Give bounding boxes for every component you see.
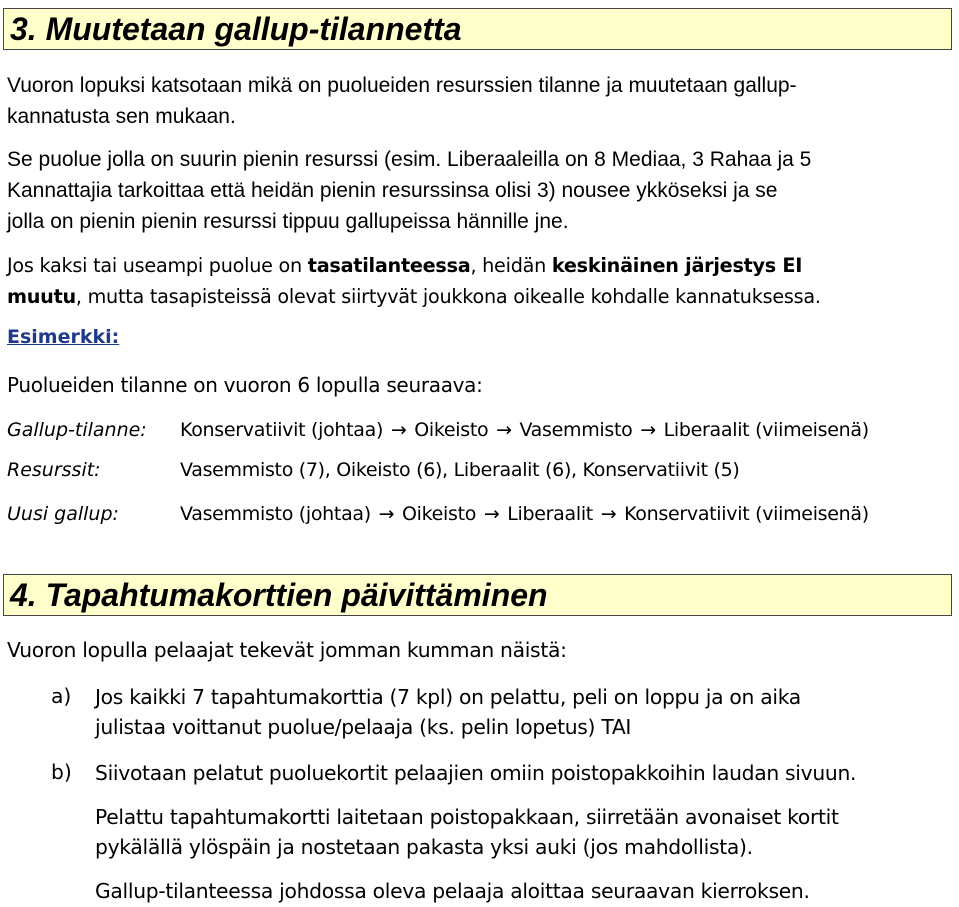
rule-line-3: jolla on pienin pienin resurssi tippuu gallupeissa hännille jne. [7,210,569,233]
list-item-b-p2-line-2: pykälällä ylöspäin ja nostetaan pakasta yksi auki (jos mahdollista). [95,835,753,859]
tie-paragraph [7,250,952,312]
arrow-right-icon: → [496,419,512,441]
list-item-a-line-1: Jos kaikki 7 tapahtumakorttia (7 kpl) on pelattu, peli on loppu ja on aika [95,685,801,709]
tie-keyword-2: keskinäinen järjestys EI [551,254,803,277]
intro-line-2: kannatusta sen mukaan. [7,105,236,128]
gallup-item: Konservatiivit (johtaa) [180,419,384,441]
new-gallup-item: Konservatiivit (viimeisenä) [624,503,869,525]
list-item-b-line-1: Siivotaan pelatut puoluekortit pelaajien omiin poistopakkoihin laudan sivuun. [95,761,857,785]
list-item-a-line-2: julistaa voittanut puolue/pelaaja (ks. pelin lopetus) TAI [95,715,632,739]
new-gallup-sequence [180,503,869,525]
list-item-b-paragraph-2 [95,802,955,862]
arrow-right-icon: → [390,419,407,441]
new-gallup-item: Liberaalit [507,503,593,525]
example-intro: Puolueiden tilanne on vuoron 6 lopulla seuraava: [7,373,483,397]
intro-paragraph [7,70,952,132]
list-item-a [95,682,955,742]
new-gallup-item: Oikeisto [402,503,477,525]
rule-line-1: Se puolue jolla on suurin pienin resurssi (esim. Liberaaleilla on 8 Mediaa, 3 Rahaa ja 5 [7,148,812,171]
tie-text-f: , mutta tasapisteissä olevat siirtyvät joukkona oikealle kohdalle kannatuksessa. [75,285,821,308]
list-item-b-p3: Gallup-tilanteessa johdossa oleva pelaaja aloittaa seuraavan kierroksen. [95,879,810,903]
list-item-b-p2-line-1: Pelattu tapahtumakortti laitetaan poistopakkaan, siirretään avonaiset kortit [95,805,839,829]
list-marker-a: a) [51,684,72,708]
new-gallup-item: Vasemmisto (johtaa) [180,503,371,525]
example-label: Esimerkki: [7,326,120,348]
arrow-right-icon: → [483,503,500,525]
resources-value: Vasemmisto (7), Oikeisto (6), Liberaalit (6), Konservatiivit (5) [180,459,740,481]
rule-line-2: Kannattajia tarkoittaa että heidän pienin resurssinsa olisi 3) nousee ykköseksi ja se [7,179,778,202]
intro-line-1: Vuoron lopuksi katsotaan mikä on puolueiden resurssien tilanne ja muutetaan gallup- [7,74,797,97]
arrow-right-icon: → [600,503,617,525]
list-marker-b: b) [51,760,72,784]
list-item-b-paragraph-3 [95,876,955,906]
gallup-item: Oikeisto [414,419,489,441]
arrow-right-icon: → [378,503,395,525]
gallup-item: Vasemmisto [519,419,633,441]
gallup-sequence [180,419,869,441]
section-4-heading: 4. Tapahtumakorttien päivittäminen [3,574,952,616]
tie-text-a: Jos kaksi tai useampi puolue on [7,254,308,277]
gallup-item: Liberaalit (viimeisenä) [663,419,869,441]
arrow-right-icon: → [640,419,656,441]
list-item-b [95,758,955,788]
resources-label: Resurssit: [7,459,101,481]
tie-keyword-3: muutu [7,285,76,308]
section-3-heading: 3. Muutetaan gallup-tilannetta [3,8,952,50]
tie-keyword-1: tasatilanteessa [307,254,471,277]
section-4-intro: Vuoron lopulla pelaajat tekevät jomman kumman näistä: [7,638,567,662]
new-gallup-label: Uusi gallup: [7,503,119,525]
rule-paragraph [7,144,952,237]
tie-text-c: , heidän [470,254,552,277]
gallup-label: Gallup-tilanne: [7,419,147,441]
